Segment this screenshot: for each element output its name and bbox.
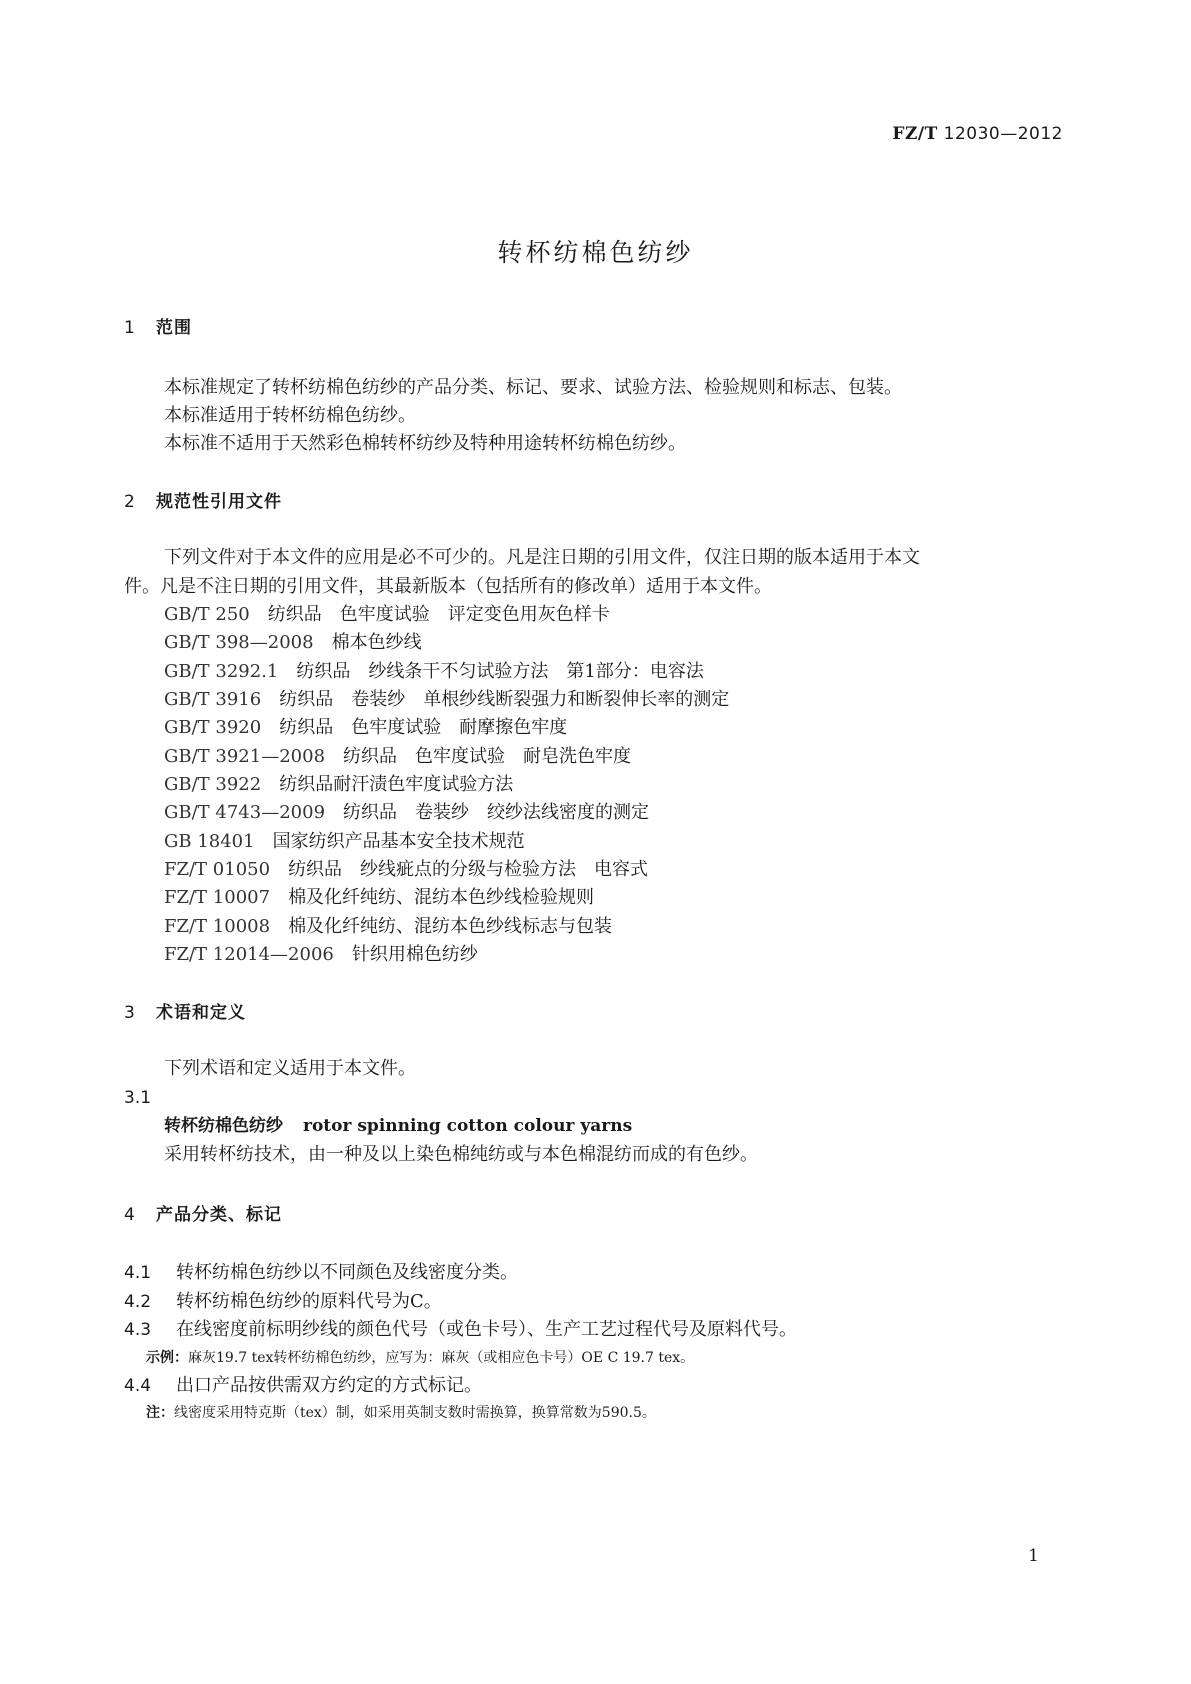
- example-note: [146, 1348, 694, 1368]
- clause-number: 4.2: [124, 1292, 152, 1312]
- clause-4-1: [124, 1261, 518, 1285]
- clause-4-3: [124, 1318, 797, 1342]
- reference-title: 纺织品 卷装纱 单根纱线断裂强力和断裂伸长率的测定: [279, 689, 730, 710]
- clause-4-4: [124, 1374, 482, 1398]
- section-number: 3: [124, 1003, 136, 1023]
- reference-code: FZ/T 01050: [164, 859, 271, 880]
- reference-code: FZ/T 10008: [164, 916, 271, 937]
- clause-number: 4.3: [124, 1320, 152, 1340]
- reference-code: GB/T 3292.1: [164, 661, 279, 682]
- page-number: 1: [1028, 1546, 1039, 1566]
- clause-text: 转杯纺棉色纺纱的原料代号为C。: [176, 1291, 442, 1312]
- section-2-intro-line-1: 下列文件对于本文件的应用是必不可少的。凡是注日期的引用文件，仅注日期的版本适用于本文: [164, 547, 920, 568]
- term-chinese: 转杯纺棉色纺纱: [164, 1116, 283, 1136]
- reference-item: [164, 773, 513, 797]
- reference-item: [164, 915, 612, 939]
- reference-code: GB/T 4743—2009: [164, 802, 326, 823]
- reference-item: [164, 886, 594, 910]
- reference-title: 棉本色纱线: [331, 632, 422, 653]
- reference-title: 纺织品 纱线疵点的分级与检验方法 电容式: [288, 859, 649, 880]
- section-1-paragraph-3: 本标准不适用于天然彩色棉转杯纺纱及特种用途转杯纺棉色纺纱。: [164, 433, 686, 454]
- reference-title: 纺织品 纱线条干不匀试验方法 第1部分：电容法: [296, 661, 704, 682]
- clause-text: 转杯纺棉色纺纱以不同颜色及线密度分类。: [176, 1262, 518, 1283]
- clause-4-2: [124, 1290, 442, 1314]
- reference-title: 纺织品耐汗渍色牢度试验方法: [279, 774, 514, 795]
- reference-code: GB/T 3916: [164, 689, 262, 710]
- section-1-paragraph-2: 本标准适用于转杯纺棉色纺纱。: [164, 405, 416, 426]
- section-3-heading: [124, 1001, 246, 1025]
- reference-item: [164, 745, 631, 769]
- section-2-heading: [124, 490, 282, 514]
- reference-code: GB 18401: [164, 831, 255, 852]
- reference-item: [164, 943, 478, 967]
- example-label: 示例：: [146, 1350, 188, 1366]
- note-label: 注：: [146, 1405, 174, 1421]
- term-english: rotor spinning cotton colour yarns: [303, 1116, 633, 1136]
- reference-title: 棉及化纤纯纺、混纺本色纱线检验规则: [288, 887, 595, 908]
- reference-item: [164, 660, 704, 684]
- reference-code: FZ/T 10007: [164, 887, 271, 908]
- standard-code-prefix: FZ/T: [892, 124, 938, 144]
- reference-title: 棉及化纤纯纺、混纺本色纱线标志与包装: [288, 916, 613, 937]
- reference-title: 针织用棉色纺纱: [351, 944, 478, 965]
- reference-title: 纺织品 色牢度试验 评定变色用灰色样卡: [267, 604, 610, 625]
- reference-item: [164, 830, 525, 854]
- reference-title: 国家纺织产品基本安全技术规范: [272, 831, 525, 852]
- footnote: [146, 1403, 656, 1423]
- reference-code: GB/T 3920: [164, 717, 262, 738]
- term-number-label: 3.1: [124, 1088, 152, 1108]
- clause-text: 在线密度前标明纱线的颜色代号（或色卡号）、生产工艺过程代号及原料代号。: [176, 1319, 797, 1340]
- section-number: 1: [124, 318, 136, 338]
- section-title: 术语和定义: [156, 1003, 246, 1023]
- clause-text: 出口产品按供需双方约定的方式标记。: [176, 1375, 482, 1396]
- reference-code: GB/T 250: [164, 604, 250, 625]
- reference-code: FZ/T 12014—2006: [164, 944, 334, 965]
- note-text: 线密度采用特克斯（tex）制，如采用英制支数时需换算，换算常数为590.5。: [174, 1405, 656, 1421]
- term-heading: [164, 1114, 632, 1138]
- reference-title: 纺织品 色牢度试验 耐皂洗色牢度: [343, 746, 632, 767]
- section-4-heading: [124, 1203, 282, 1227]
- document-title: 转杯纺棉色纺纱: [497, 238, 694, 267]
- section-2-intro-line-2: 件。凡是不注日期的引用文件，其最新版本（包括所有的修改单）适用于本文件。: [124, 576, 772, 597]
- section-1-paragraph-1: 本标准规定了转杯纺棉色纺纱的产品分类、标记、要求、试验方法、检验规则和标志、包装。: [164, 377, 902, 398]
- reference-code: GB/T 3921—2008: [164, 746, 326, 767]
- standard-code: [892, 124, 1063, 144]
- term-definition: 采用转杯纺技术，由一种及以上染色棉纯纺或与本色棉混纺而成的有色纱。: [164, 1144, 758, 1165]
- reference-item: [164, 716, 567, 740]
- standard-code-number: 12030—2012: [943, 124, 1063, 144]
- term-number: [124, 1086, 176, 1110]
- reference-item: [164, 603, 610, 627]
- reference-item: [164, 858, 648, 882]
- clause-number: 4.1: [124, 1263, 152, 1283]
- reference-title: 纺织品 卷装纱 绞纱法线密度的测定: [343, 802, 650, 823]
- section-3-intro: 下列术语和定义适用于本文件。: [164, 1058, 416, 1079]
- reference-title: 纺织品 色牢度试验 耐摩擦色牢度: [279, 717, 568, 738]
- reference-code: GB/T 3922: [164, 774, 262, 795]
- example-text: 麻灰19.7 tex转杯纺棉色纺纱，应写为：麻灰（或相应色卡号）OE C 19.7 tex。: [188, 1350, 695, 1366]
- reference-item: [164, 688, 729, 712]
- section-number: 4: [124, 1205, 136, 1225]
- reference-item: [164, 801, 649, 825]
- clause-number: 4.4: [124, 1376, 152, 1396]
- section-title: 产品分类、标记: [156, 1205, 282, 1225]
- section-title: 规范性引用文件: [156, 492, 282, 512]
- reference-item: [164, 631, 422, 655]
- section-title: 范围: [156, 318, 192, 338]
- section-number: 2: [124, 492, 136, 512]
- section-1-heading: [124, 316, 192, 340]
- reference-code: GB/T 398—2008: [164, 632, 314, 653]
